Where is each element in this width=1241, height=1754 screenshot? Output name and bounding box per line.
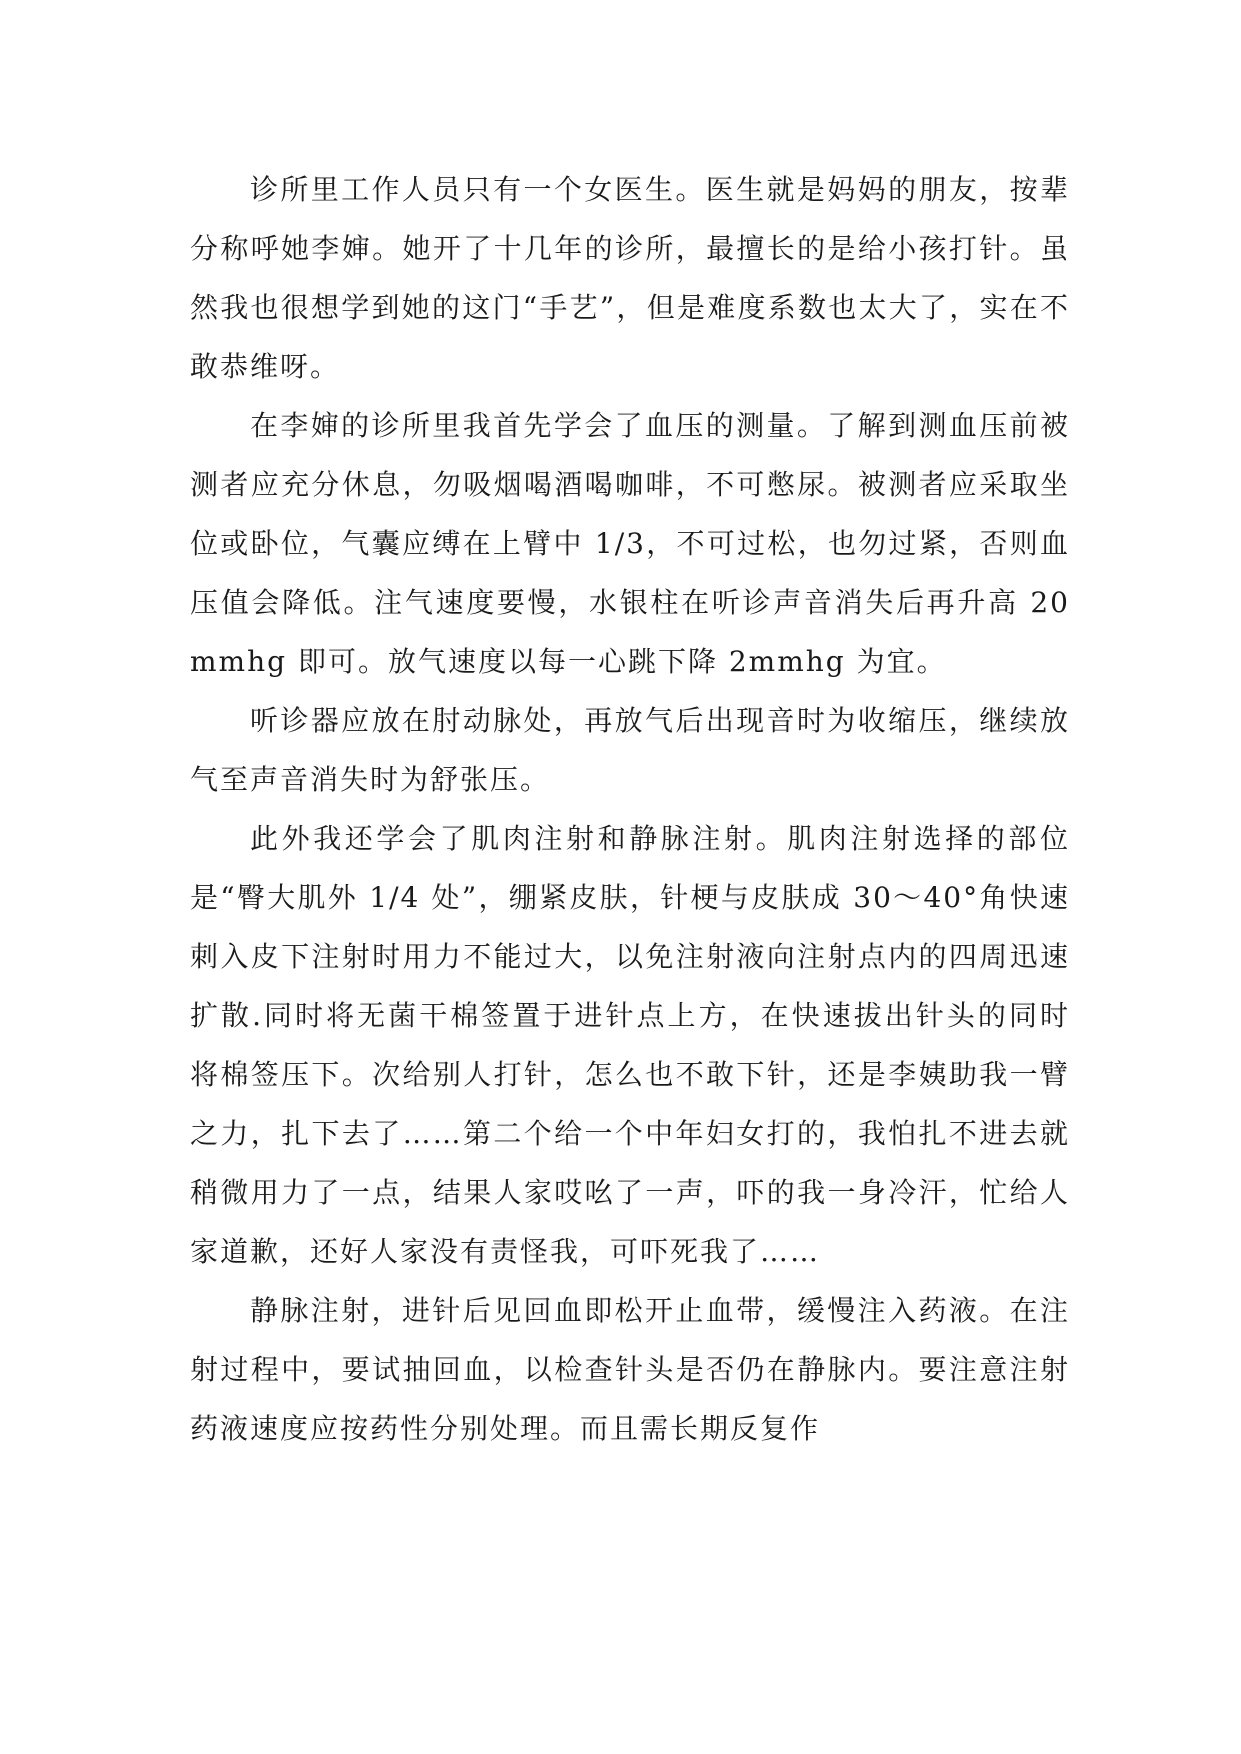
paragraph-intramuscular-injection: 此外我还学会了肌肉注射和静脉注射。肌肉注射选择的部位是“臀大肌外 1/4 处”，绷紧皮肤，针梗与皮肤成 30～40°角快速刺入皮下注射时用力不能过大，以免注射液向注射点内的四周迅速扩散.同时将无菌干棉签置于进针点上方，在快速拔出针头的同时将棉签压下。次给别人打针，怎么也不敢下针，还是李姨助我一臂之力，扎下去了……第二个给一个中年妇女打的，我怕扎不进去就稍微用力了一点，结果人家哎吆了一声，吓的我一身冷汗，忙给人家道歉，还好人家没有责怪我，可吓死我了……	[190, 822, 1070, 1268]
paragraph-clinic-intro: 诊所里工作人员只有一个女医生。医生就是妈妈的朋友，按辈分称呼她李婶。她开了十几年的诊所，最擅长的是给小孩打针。虽然我也很想学到她的这门“手艺”，但是难度系数也太大了，实在不敢恭维呀。	[190, 173, 1070, 383]
paragraph-intravenous-injection: 静脉注射，进针后见回血即松开止血带，缓慢注入药液。在注射过程中，要试抽回血，以检查针头是否仍在静脉内。要注意注射药液速度应按药性分别处理。而且需长期反复作	[190, 1294, 1070, 1445]
paragraph-blood-pressure: 在李婶的诊所里我首先学会了血压的测量。了解到测血压前被测者应充分休息，勿吸烟喝酒喝咖啡，不可憋尿。被测者应采取坐位或卧位，气囊应缚在上臂中 1/3，不可过松，也勿过紧，否则血压值会降低。注气速度要慢，水银柱在听诊声音消失后再升高 20mmhg 即可。放气速度以每一心跳下降 2mmhg 为宜。	[190, 409, 1070, 678]
document-body	[190, 160, 1070, 1458]
paragraph-stethoscope: 听诊器应放在肘动脉处，再放气后出现音时为收缩压，继续放气至声音消失时为舒张压。	[190, 704, 1070, 796]
